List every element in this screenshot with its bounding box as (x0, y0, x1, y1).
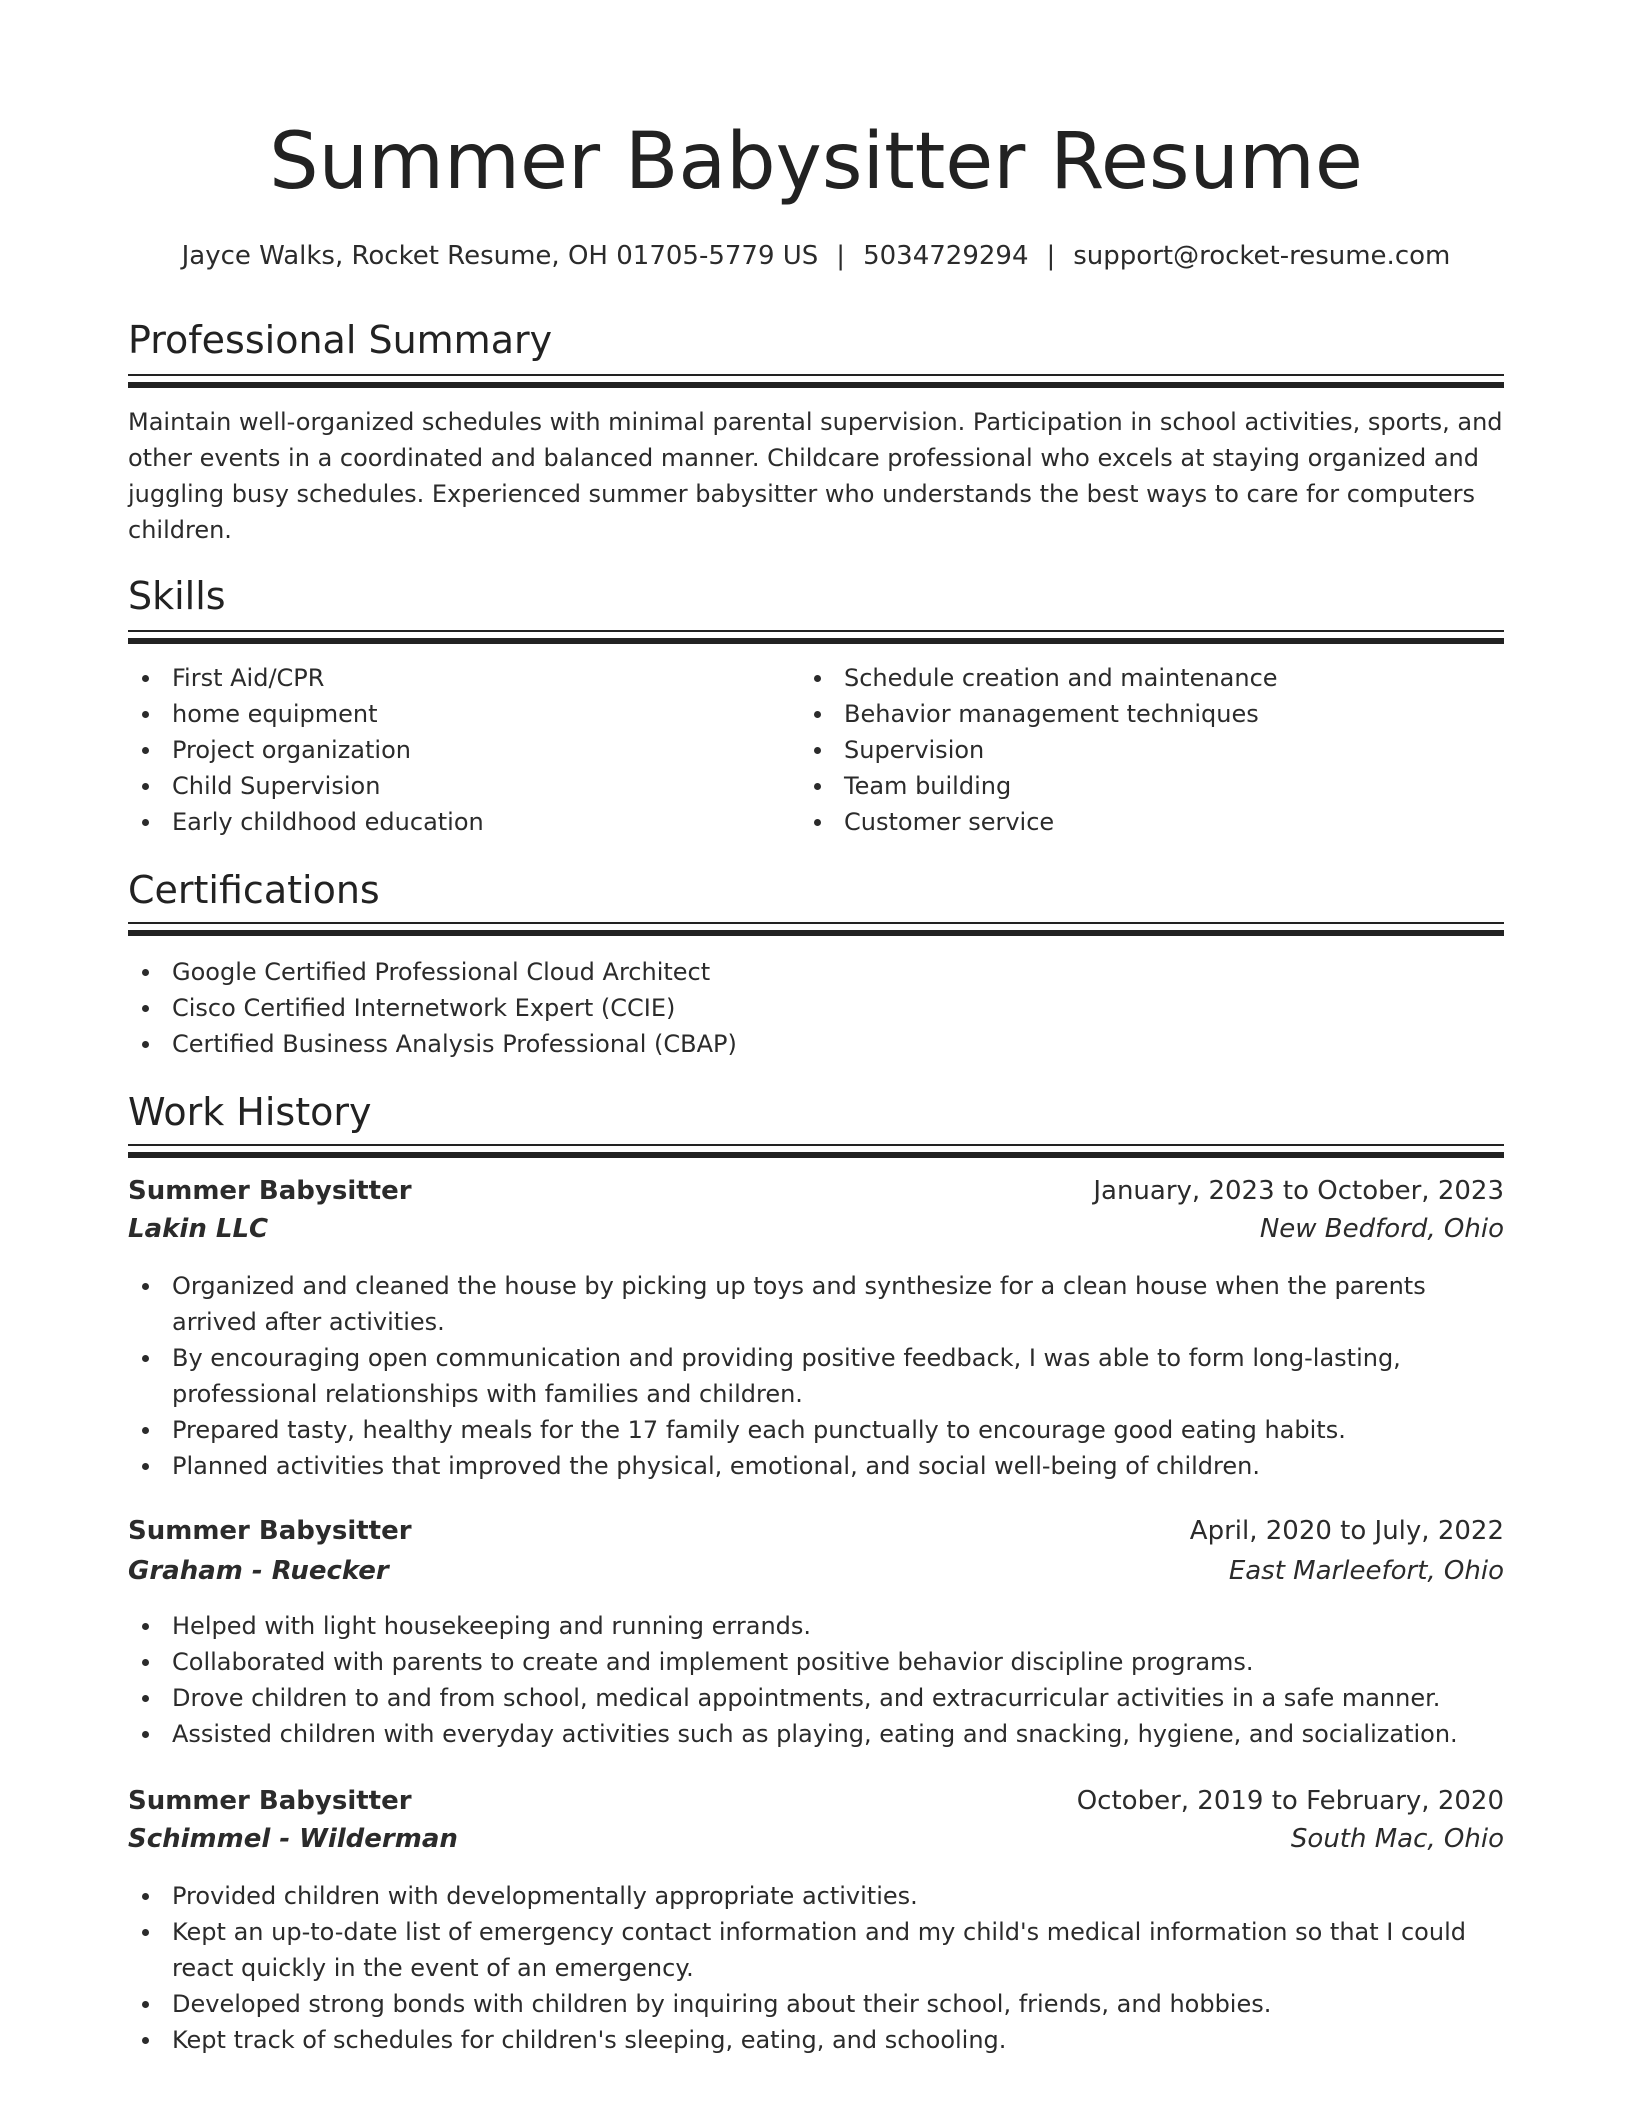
certification-item: Cisco Certified Internetwork Expert (CCIE) (128, 990, 1504, 1026)
job-title: Summer Babysitter (128, 1516, 412, 1546)
separator: | (836, 241, 846, 271)
skill-item: Early childhood education (128, 804, 768, 840)
job-location: South Mac, Ohio (1290, 1824, 1504, 1854)
job-bullet: Collaborated with parents to create and implement positive behavior discipline programs. (128, 1644, 1504, 1680)
certifications-list (128, 954, 1504, 1062)
job-bullets (128, 1878, 1504, 2058)
phone-text: 5034729294 (863, 241, 1029, 271)
job-bullets-wrap (128, 1878, 1504, 2058)
job-employer: Lakin LLC (128, 1214, 269, 1244)
skills-list-left (128, 660, 768, 840)
section-title-skills: Skills (128, 574, 226, 618)
job-bullet: Prepared tasty, healthy meals for the 17 family each punctually to encourage good eating habits. (128, 1412, 1504, 1448)
job-employer-row (128, 1556, 1504, 1594)
summary-text: Maintain well-organized schedules with minimal parental supervision. Participation in school activities, sports, and other events in a coordinated and balanced manner. Childcare professional who excels at staying organized and juggling busy schedules. Experienced summer babysitter who understands the best ways to care for computers children. (128, 408, 1503, 544)
job-title: Summer Babysitter (128, 1176, 412, 1206)
job-dates: January, 2023 to October, 2023 (1093, 1176, 1504, 1206)
job-header-row (128, 1786, 1504, 1824)
section-title-summary: Professional Summary (128, 318, 553, 362)
job-bullet: Provided children with developmentally appropriate activities. (128, 1878, 1504, 1914)
job-employer-row (128, 1824, 1504, 1862)
skill-item: First Aid/CPR (128, 660, 768, 696)
email-text: support@rocket-resume.com (1073, 241, 1451, 271)
job-employer: Graham - Ruecker (128, 1556, 389, 1586)
address-text: Jayce Walks, Rocket Resume, OH 01705-5779 US (181, 241, 819, 271)
job-bullets-wrap (128, 1268, 1504, 1484)
skill-item: Behavior management techniques (800, 696, 1440, 732)
section-divider (128, 1144, 1504, 1158)
job-bullet: Developed strong bonds with children by inquiring about their school, friends, and hobbies. (128, 1986, 1504, 2022)
skill-item: Supervision (800, 732, 1440, 768)
job-bullets (128, 1268, 1504, 1484)
job-bullet: Kept an up-to-date list of emergency contact information and my child's medical information so that I could react quickly in the event of an emergency. (128, 1914, 1504, 1986)
job-title: Summer Babysitter (128, 1786, 412, 1816)
skill-item: Child Supervision (128, 768, 768, 804)
skills-column-right (800, 660, 1440, 840)
job-dates: April, 2020 to July, 2022 (1189, 1516, 1504, 1546)
job-header-row (128, 1516, 1504, 1554)
skill-item: Customer service (800, 804, 1440, 840)
job-employer: Schimmel - Wilderman (128, 1824, 458, 1854)
job-bullet: Drove children to and from school, medical appointments, and extracurricular activities in a safe manner. (128, 1680, 1504, 1716)
skill-item: Project organization (128, 732, 768, 768)
certification-item: Google Certified Professional Cloud Architect (128, 954, 1504, 990)
contact-line (0, 238, 1632, 274)
skills-column-left (128, 660, 768, 840)
job-bullet: Assisted children with everyday activities such as playing, eating and snacking, hygiene, and socialization. (128, 1716, 1504, 1752)
job-bullets-wrap (128, 1608, 1504, 1752)
certification-item: Certified Business Analysis Professional (CBAP) (128, 1026, 1504, 1062)
job-bullet: Helped with light housekeeping and running errands. (128, 1608, 1504, 1644)
job-bullet: Kept track of schedules for children's sleeping, eating, and schooling. (128, 2022, 1504, 2058)
job-bullet: Organized and cleaned the house by picking up toys and synthesize for a clean house when the parents arrived after activities. (128, 1268, 1504, 1340)
section-divider (128, 922, 1504, 936)
skill-item: Schedule creation and maintenance (800, 660, 1440, 696)
job-location: East Marleefort, Ohio (1228, 1556, 1504, 1586)
section-title-work: Work History (128, 1090, 372, 1134)
skill-item: home equipment (128, 696, 768, 732)
job-bullet: Planned activities that improved the physical, emotional, and social well-being of children. (128, 1448, 1504, 1484)
section-divider (128, 630, 1504, 644)
resume-title: Summer Babysitter Resume (269, 117, 1363, 207)
job-bullets (128, 1608, 1504, 1752)
skill-item: Team building (800, 768, 1440, 804)
section-divider (128, 374, 1504, 388)
skills-list-right (800, 660, 1440, 840)
job-dates: October, 2019 to February, 2020 (1076, 1786, 1504, 1816)
job-bullet: By encouraging open communication and providing positive feedback, I was able to form long-lasting, professional relationships with families and children. (128, 1340, 1504, 1412)
job-location: New Bedford, Ohio (1259, 1214, 1504, 1244)
certifications-list-wrap (128, 954, 1504, 1062)
separator: | (1046, 241, 1056, 271)
job-header-row (128, 1176, 1504, 1214)
job-employer-row (128, 1214, 1504, 1252)
section-title-certifications: Certifications (128, 868, 380, 912)
